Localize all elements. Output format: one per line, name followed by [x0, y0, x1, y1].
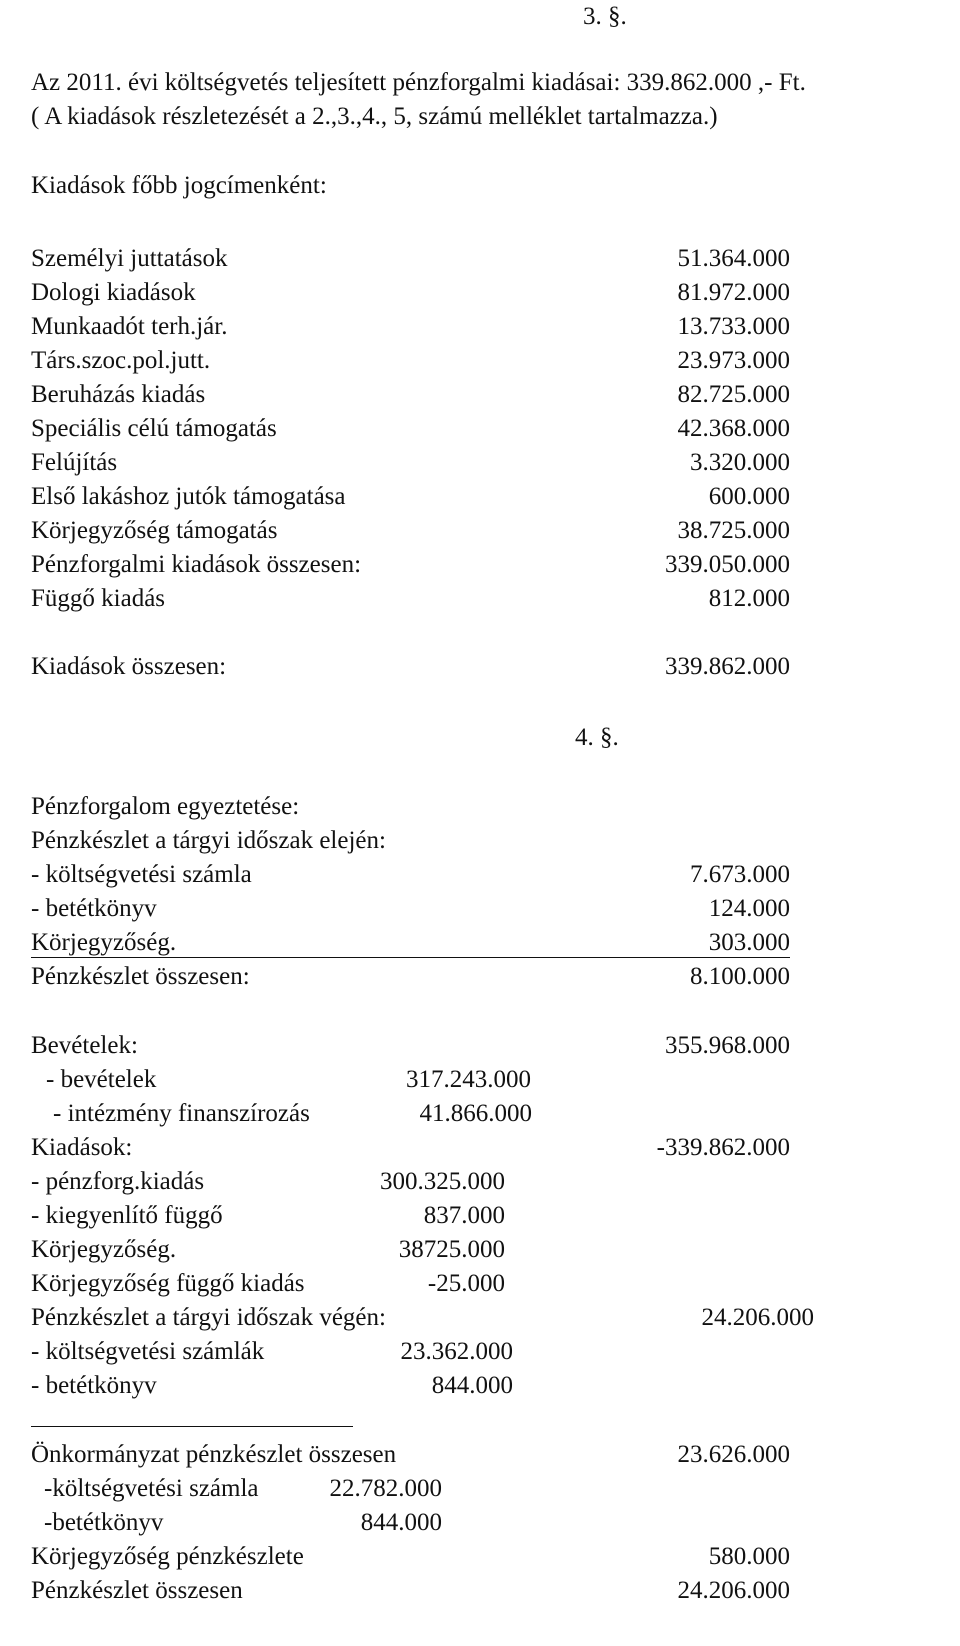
expense-row-value: 3.320.000: [690, 449, 790, 476]
closing-row-value: 23.362.000: [400, 1338, 513, 1365]
municipal-balance-label: Önkormányzat pénzkészlet összesen: [31, 1441, 397, 1468]
closing-balance-label: Pénzkészlet a tárgyi időszak végén:: [31, 1304, 386, 1331]
opening-balance-label: Pénzkészlet a tárgyi időszak elején:: [31, 827, 386, 854]
expense-row-label: Pénzforgalmi kiadások összesen:: [31, 551, 362, 578]
section-3-heading: 3. §.: [583, 3, 627, 30]
opening-row-label: - költségvetési számla: [31, 861, 252, 888]
expense-row-value: 13.733.000: [677, 313, 790, 340]
municipal-balance-value: 23.626.000: [677, 1441, 790, 1468]
expense-row-value: 600.000: [708, 483, 790, 510]
closing-row-label: - költségvetési számlák: [31, 1338, 265, 1365]
expense-row-value: 339.050.000: [665, 551, 790, 578]
expense-row-value: 51.364.000: [677, 245, 790, 272]
opening-total-label: Pénzkészlet összesen:: [31, 963, 250, 990]
expense-subheading: Kiadások főbb jogcímenként:: [31, 172, 327, 199]
expense-row-label: Társ.szoc.pol.jutt.: [31, 347, 211, 374]
revenue-row-value: 41.866.000: [419, 1100, 532, 1127]
expense-row-label: Beruházás kiadás: [31, 381, 206, 408]
expense-detail-value: 837.000: [423, 1202, 505, 1229]
section-4-heading: 4. §.: [575, 724, 619, 751]
opening-total-value: 8.100.000: [690, 963, 790, 990]
revenue-row-label: - bevételek: [46, 1066, 157, 1093]
expense-row-value: 38.725.000: [677, 517, 790, 544]
expense-row-value: 82.725.000: [677, 381, 790, 408]
expense-row-label: Függő kiadás: [31, 585, 166, 612]
intro-line-2: ( A kiadások részletezését a 2.,3.,4., 5, számú melléklet tartalmazza.): [31, 103, 718, 130]
expense-row-label: Speciális célú támogatás: [31, 415, 277, 442]
expense-detail-label: Körjegyzőség függő kiadás: [31, 1270, 305, 1297]
expense-row-label: Munkaadót terh.jár.: [31, 313, 228, 340]
municipal-row-value: 844.000: [360, 1509, 442, 1536]
expense-detail-value: 300.325.000: [380, 1168, 505, 1195]
reconciliation-title: Pénzforgalom egyeztetése:: [31, 793, 300, 820]
expense-row-label: Felújítás: [31, 449, 118, 476]
expenses-value: -339.862.000: [656, 1134, 790, 1161]
revenue-row-value: 317.243.000: [406, 1066, 531, 1093]
expense-total-value: 339.862.000: [665, 653, 790, 680]
notary-balance-value: 580.000: [708, 1543, 790, 1570]
expense-row-value: 42.368.000: [677, 415, 790, 442]
expense-row-label: Személyi juttatások: [31, 245, 228, 272]
revenue-row-label: - intézmény finanszírozás: [53, 1100, 310, 1127]
expense-detail-label: - kiegyenlítő függő: [31, 1202, 223, 1229]
expense-row-label: Első lakáshoz jutók támogatása: [31, 483, 346, 510]
opening-row-value: 303.000: [708, 929, 790, 956]
municipal-row-label: -költségvetési számla: [44, 1475, 259, 1502]
grand-total-label: Pénzkészlet összesen: [31, 1577, 243, 1604]
expenses-label: Kiadások:: [31, 1134, 133, 1161]
intro-line-1: Az 2011. évi költségvetés teljesített pénzforgalmi kiadásai: 339.862.000 ,- Ft.: [31, 69, 806, 96]
notary-balance-label: Körjegyzőség pénzkészlete: [31, 1543, 304, 1570]
municipal-row-value: 22.782.000: [329, 1475, 442, 1502]
expense-detail-value: 38725.000: [398, 1236, 505, 1263]
closing-row-label: - betétkönyv: [31, 1372, 157, 1399]
opening-row-label: Körjegyzőség.: [31, 929, 177, 956]
expense-row-label: Körjegyzőség támogatás: [31, 517, 278, 544]
expense-detail-value: -25.000: [427, 1270, 505, 1297]
revenues-label: Bevételek:: [31, 1032, 138, 1059]
municipal-row-label: -betétkönyv: [44, 1509, 164, 1536]
expense-row-value: 81.972.000: [677, 279, 790, 306]
expense-detail-label: Körjegyzőség.: [31, 1236, 177, 1263]
expense-row-value: 812.000: [708, 585, 790, 612]
opening-row-value: 7.673.000: [690, 861, 790, 888]
closing-balance-value: 24.206.000: [701, 1304, 814, 1331]
expense-row-value: 23.973.000: [677, 347, 790, 374]
expense-total-label: Kiadások összesen:: [31, 653, 227, 680]
opening-row-value: 124.000: [708, 895, 790, 922]
grand-total-value: 24.206.000: [677, 1577, 790, 1604]
opening-row-label: - betétkönyv: [31, 895, 157, 922]
closing-row-value: 844.000: [431, 1372, 513, 1399]
expense-row-label: Dologi kiadások: [31, 279, 196, 306]
expense-detail-label: - pénzforg.kiadás: [31, 1168, 205, 1195]
separator-line: [31, 1426, 353, 1427]
sum-underline: [31, 957, 790, 958]
revenues-value: 355.968.000: [665, 1032, 790, 1059]
